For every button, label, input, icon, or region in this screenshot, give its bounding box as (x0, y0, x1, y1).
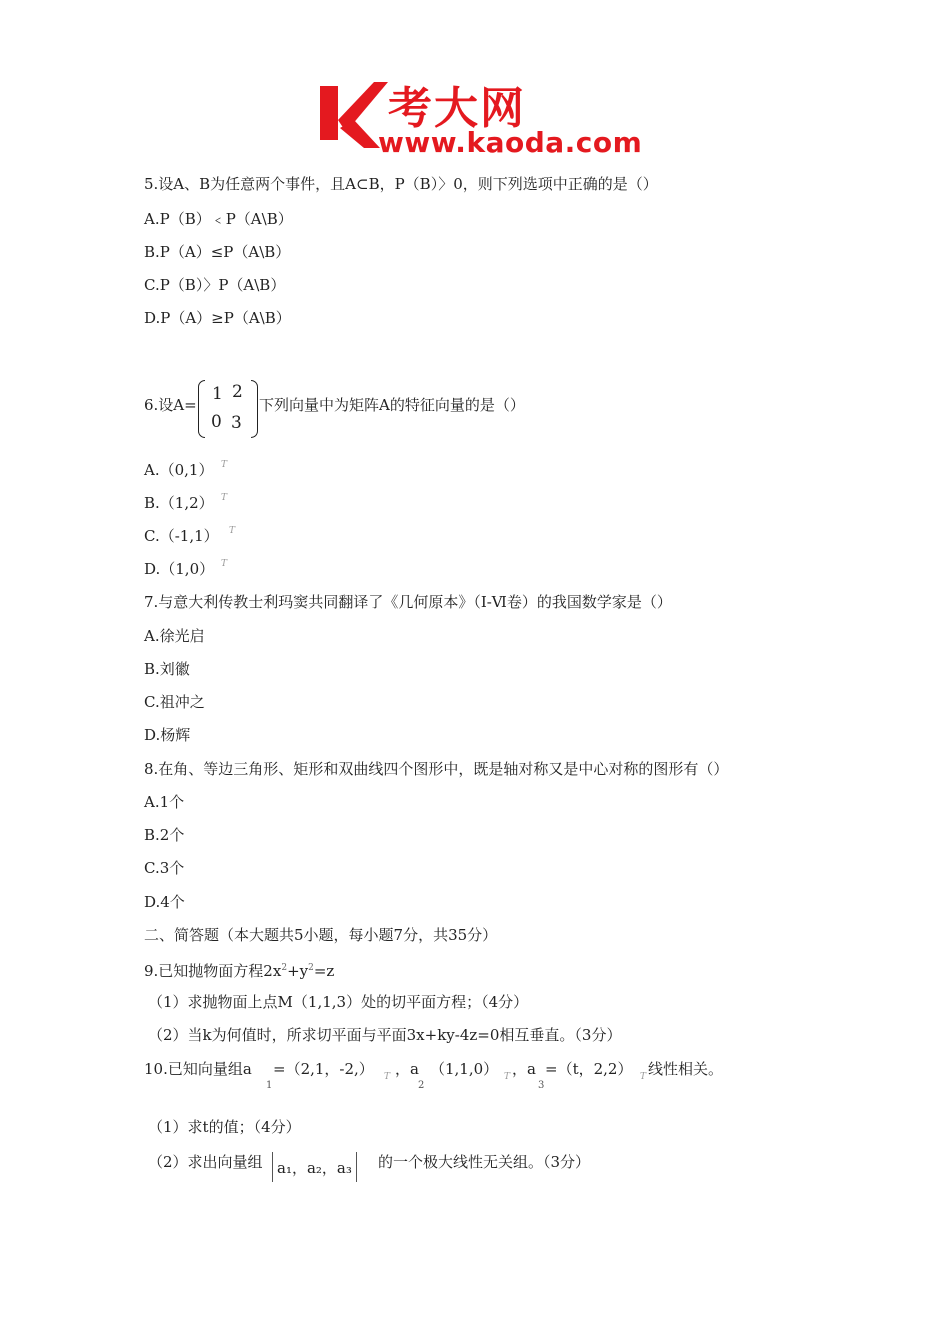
q8-option-d: D.4个 (144, 893, 185, 911)
q7-option-a: A.徐光启 (144, 627, 205, 645)
subscript: 3 (538, 1080, 545, 1091)
q10-end: 线性相关。 (648, 1060, 724, 1078)
q10-a3: ，a (512, 1060, 536, 1078)
q10-part-1: （1）求t的值；（4分） (148, 1118, 301, 1136)
q6-prefix: 6.设A= (144, 396, 197, 414)
transpose-mark: T (640, 1072, 647, 1082)
q10-label: 10.已知向量组a (144, 1060, 252, 1078)
transpose-mark: T (221, 460, 228, 470)
transpose-mark: T (229, 526, 236, 536)
vector-set-text: a₁，a₂，a₃ (277, 1159, 352, 1177)
q10-vector-1: =（2,1，-2,） (273, 1060, 374, 1078)
q8-option-b: B.2个 (144, 826, 185, 844)
matrix-a (198, 380, 258, 438)
vector-set (272, 1152, 357, 1182)
q9-stem (144, 958, 334, 981)
q9-part-2: （2）当k为何值时，所求切平面与平面3x+ky-4z=0相互垂直。（3分） (148, 1026, 622, 1044)
q5-option-b: B.P（A）≤P（A\B） (144, 243, 291, 261)
q9-stem-c: =z (313, 962, 335, 980)
q6-option-d: D.（1,0） (144, 560, 215, 578)
q6-option-b: B.（1,2） (144, 494, 214, 512)
subscript: 2 (418, 1080, 425, 1091)
logo-url: www.kaoda.com (378, 126, 643, 159)
q6-option-c: C.（-1,1） (144, 527, 219, 545)
q7-option-d: D.杨辉 (144, 726, 191, 744)
q9-sup-2: 2 (308, 963, 314, 973)
section-heading: 二、简答题（本大题共5小题，每小题7分，共35分） (144, 926, 498, 944)
q5-stem: 5.设A、B为任意两个事件，且A⊂B，P（B）〉0，则下列选项中正确的是（） (144, 175, 658, 193)
matrix-cell: 1 (212, 384, 223, 404)
matrix-cell: 3 (231, 413, 242, 433)
subscript: 1 (266, 1080, 273, 1091)
q8-option-c: C.3个 (144, 859, 185, 877)
q5-option-a: A.P（B）﹤P（A\B） (144, 210, 293, 228)
q9-stem-a: 9.已知抛物面方程2x (144, 962, 282, 980)
q10-vector-3: =（t，2,2） (545, 1060, 633, 1078)
q8-option-a: A.1个 (144, 793, 185, 811)
q5-option-c: C.P（B）〉P（A\B） (144, 276, 286, 294)
transpose-mark: T (384, 1072, 391, 1082)
q8-stem: 8.在角、等边三角形、矩形和双曲线四个图形中，既是轴对称又是中心对称的图形有（） (144, 760, 729, 778)
q7-option-c: C.祖冲之 (144, 693, 205, 711)
q10-part-2a: （2）求出向量组 (148, 1153, 263, 1171)
transpose-mark: T (504, 1072, 511, 1082)
matrix-cell: 2 (232, 382, 243, 402)
q10-vector-2: （1,1,0） (430, 1060, 499, 1078)
transpose-mark: T (221, 559, 228, 569)
matrix-cell: 0 (211, 412, 222, 432)
q7-option-b: B.刘徽 (144, 660, 190, 678)
kaoda-logo (318, 78, 643, 159)
transpose-mark: T (221, 493, 228, 503)
q10-a2: ，a (395, 1060, 419, 1078)
q9-sup-1: 2 (281, 963, 288, 973)
q7-stem: 7.与意大利传教士利玛窦共同翻译了《几何原本》（Ⅰ-Ⅵ卷）的我国数学家是（） (144, 593, 672, 611)
q6-option-a: A.（0,1） (144, 461, 214, 479)
q6-suffix: 下列向量中为矩阵A的特征向量的是（） (259, 396, 525, 414)
q5-option-d: D.P（A）≥P（A\B） (144, 309, 291, 327)
q9-stem-b: +y (287, 962, 309, 980)
q10-part-2b: 的一个极大线性无关组。（3分） (378, 1153, 591, 1171)
logo-brand-text: 考大网 (388, 83, 526, 134)
q9-part-1: （1）求抛物面上点M（1,1,3）处的切平面方程；（4分） (148, 993, 529, 1011)
